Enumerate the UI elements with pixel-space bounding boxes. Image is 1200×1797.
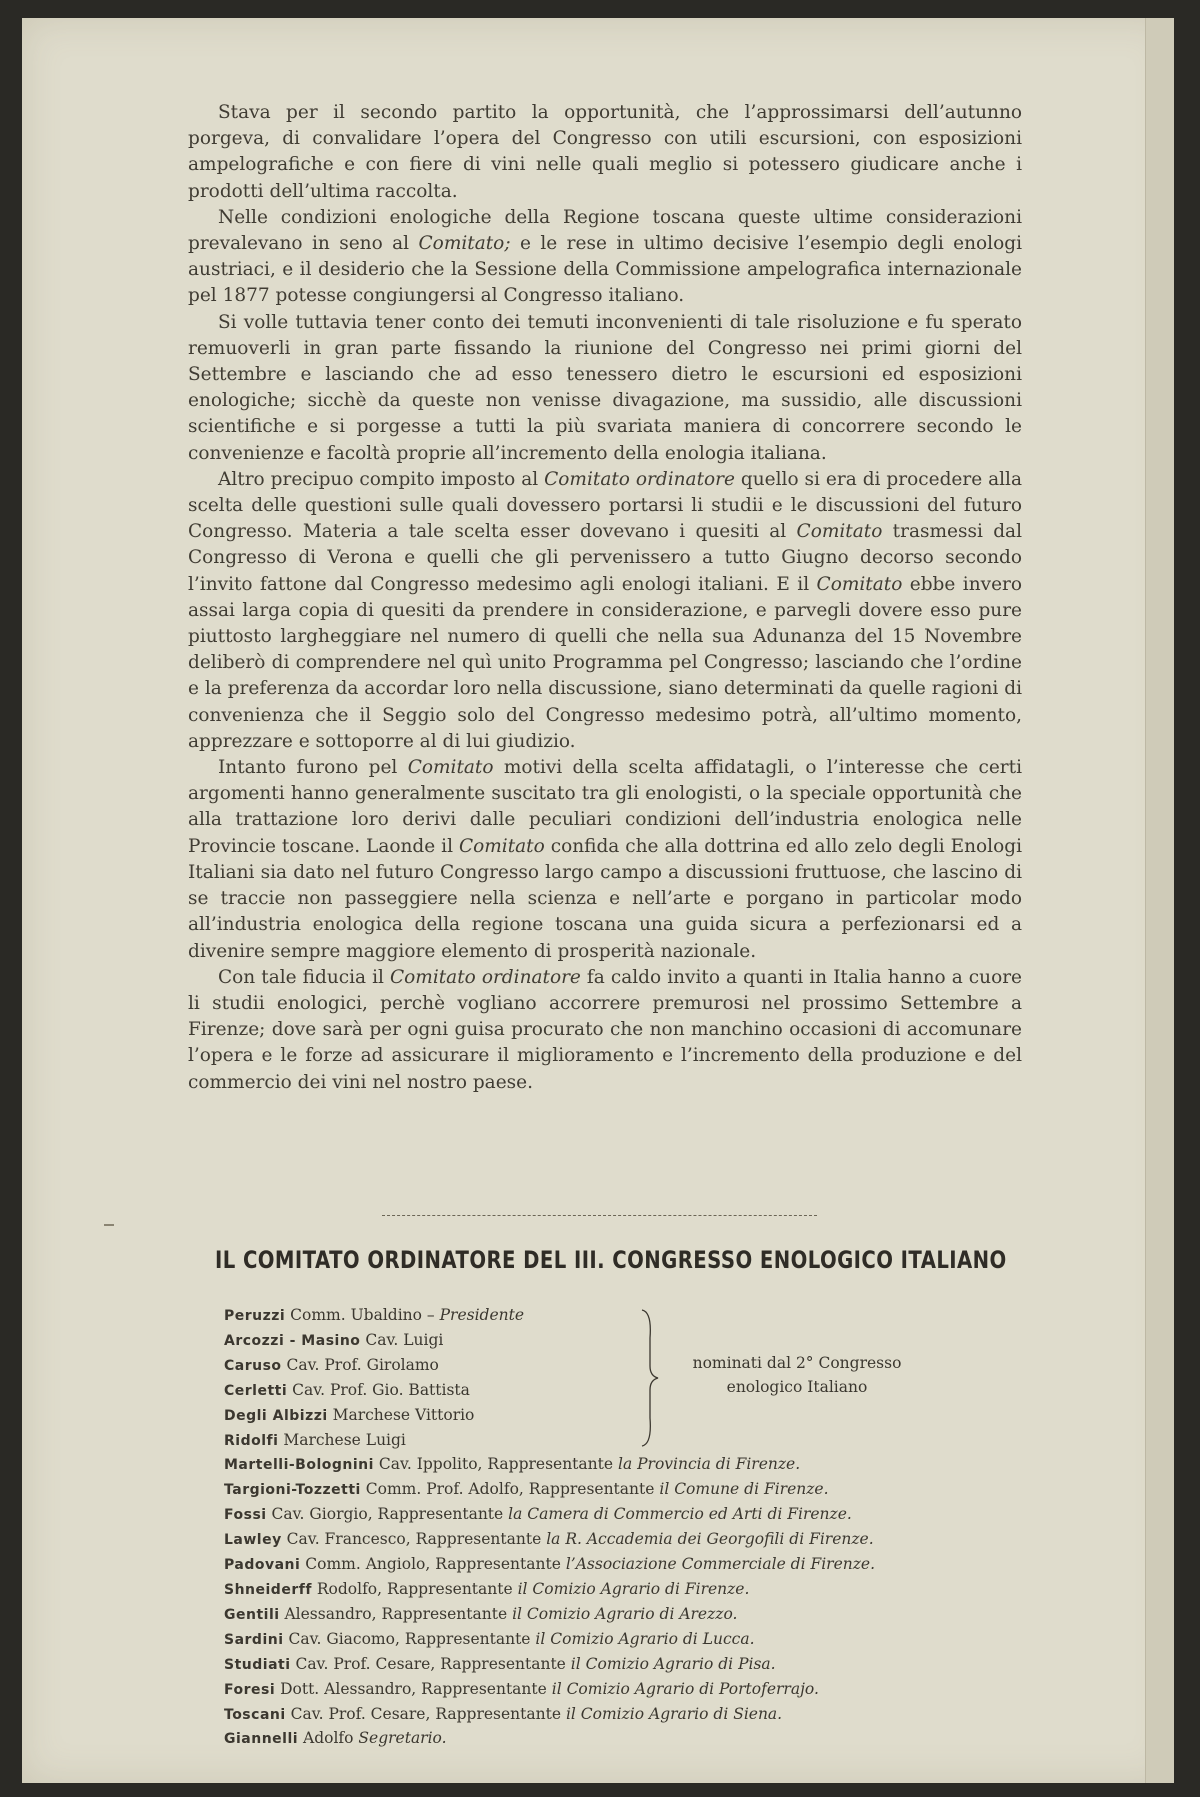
list-item: Fossi Cav. Giorgio, Rappresentante la Camera di Commercio ed Arti di Firenze. — [224, 1505, 852, 1524]
list-item: Padovani Comm. Angiolo, Rappresentante l’Associazione Commerciale di Firenze. — [224, 1555, 876, 1574]
paragraph-2: Nelle condizioni enologiche della Regione toscana queste ultime considerazioni prevalevano in seno al Comitato; e le rese in ultimo decisive l’esempio degli enologi austriaci, e il desiderio che la Sessione della Commissione ampelografica internazionale pel 1877 potesse congiungersi al Congresso italiano. — [188, 206, 1022, 307]
document-page — [22, 18, 1174, 1783]
list-item: Martelli-Bolognini Cav. Ippolito, Rappresentante la Provincia di Firenze. — [224, 1455, 801, 1474]
list-item: Caruso Cav. Prof. Girolamo — [224, 1355, 439, 1374]
paragraph-1: Stava per il secondo partito la opportunità, che l’approssimarsi dell’autunno porgeva, di convalidare l’opera del Congresso con utili escursioni, con esposizioni ampelografiche e con fiere di vini nelle quali meglio si potessero giudicare anche i prodotti dell’ultima raccolta. — [188, 102, 1022, 202]
margin-mark — [104, 1224, 114, 1226]
list-item: Shneiderff Rodolfo, Rappresentante il Comizio Agrario di Firenze. — [224, 1579, 750, 1598]
list-item: Arcozzi - Masino Cav. Luigi — [224, 1330, 444, 1349]
list-item: Lawley Cav. Francesco, Rappresentante la R. Accademia dei Georgofili di Firenze. — [224, 1530, 874, 1549]
paragraph-6: Con tale fiducia il Comitato ordinatore fa caldo invito a quanti in Italia hanno a cuore li studii enologici, perchè vogliano accorrere premurosi nel prossimo Settembre a Firenze; dove sarà per ogni guisa procurato che non manchino occasioni di accomunare l’opera e le forze ad assicurare il miglioramento e l’incremento della produzione e del commercio dei vini nel nostro paese. — [188, 966, 1023, 1093]
brace-icon — [640, 1308, 660, 1448]
list-item: Studiati Cav. Prof. Cesare, Rappresentante il Comizio Agrario di Pisa. — [224, 1654, 776, 1673]
list-item: Peruzzi Comm. Ubaldino – Presidente — [224, 1306, 525, 1324]
binding-strip — [1145, 18, 1174, 1783]
list-item: Ridolfi Marchese Luigi — [224, 1430, 406, 1449]
list-item: Foresi Dott. Alessandro, Rappresentante il Comizio Agrario di Portoferrajo. — [224, 1679, 819, 1698]
committee-list — [224, 1304, 1044, 1752]
list-item: Giannelli Adolfo Segretario. — [224, 1729, 447, 1748]
paragraph-3: Si volle tuttavia tener conto dei temuti inconvenienti di tale risoluzione e fu sperato remuoverli in gran parte fissando la riunione del Congresso nei primi giorni del Settembre e lasciando che ad esso tenessero dietro le escursioni ed esposizioni enologiche; sicchè da queste non venisse divagazione, ma sussidio, alle discussioni scientifiche e si porgesse a tutti la più svariata maniera di concorrere secondo le convenienze e facoltà proprie all’incremento della enologia italiana. — [188, 311, 1022, 464]
decorative-rule — [382, 1215, 817, 1220]
paragraph-4: Altro precipuo compito imposto al Comitato ordinatore quello si era di procedere alla scelta delle questioni sulle quali dovessero portarsi li studii e le discussioni del futuro Congresso. Materia a tale scelta esser dovevano i quesiti al Comitato trasmessi dal Congresso di Verona e quelli che gli pervenissero a tutto Giugno decorso secondo l’invito fattone dal Congresso medesimo agli enologi italiani. E il Comitato ebbe invero assai larga copia di quesiti da prendere in considerazione, e parvegli dovere esso pure piuttosto largheggiare nel numero di quelli che nella sua Adunanza del 15 Novembre deliberò di comprendere nel quì unito Programma pel Congresso; lasciando che l’ordine e la preferenza da accordar loro nella discussione, siano determinati da quelle ragioni di convenienza che il Seggio solo del Congresso medesimo potrà, all’ultimo momento, apprezzare e sottoporre al di lui giudizio. — [188, 468, 1023, 752]
list-item: Toscani Cav. Prof. Cesare, Rappresentante il Comizio Agrario di Siena. — [224, 1704, 783, 1723]
list-item: Targioni-Tozzetti Comm. Prof. Adolfo, Rappresentante il Comune di Firenze. — [224, 1480, 829, 1499]
list-item: Gentili Alessandro, Rappresentante il Comizio Agrario di Arezzo. — [224, 1604, 738, 1623]
list-item: Sardini Cav. Giacomo, Rappresentante il Comizio Agrario di Lucca. — [224, 1629, 755, 1648]
committee-heading: IL COMITATO ORDINATORE DEL III. CONGRESSO ENOLOGICO ITALIANO — [215, 1246, 1007, 1274]
paragraph-5: Intanto furono pel Comitato motivi della scelta affidatagli, o l’interesse che certi argomenti hanno generalmente suscitato tra gli enologisti, o la speciale opportunità che alla trattazione loro derivi dalle peculiari condizioni dell’industria enologica nelle Provincie toscane. Laonde il Comitato confida che alla dottrina ed allo zelo degli Enologi Italiani sia dato nel futuro Congresso largo campo a discussioni fruttuose, che lascino di se traccie non passeggiere nella scienza e nell’arte e porgano in particolar modo all’industria enologica della regione toscana una guida sicura a perfezionarsi ed a divenire sempre maggiore elemento di prosperità nazionale. — [188, 757, 1022, 962]
list-item: Cerletti Cav. Prof. Gio. Battista — [224, 1380, 470, 1399]
nomination-note: nominati dal 2° Congresso enologico Italiano — [692, 1354, 902, 1396]
body-text — [188, 100, 1022, 1096]
list-item: Degli Albizzi Marchese Vittorio — [224, 1405, 475, 1424]
